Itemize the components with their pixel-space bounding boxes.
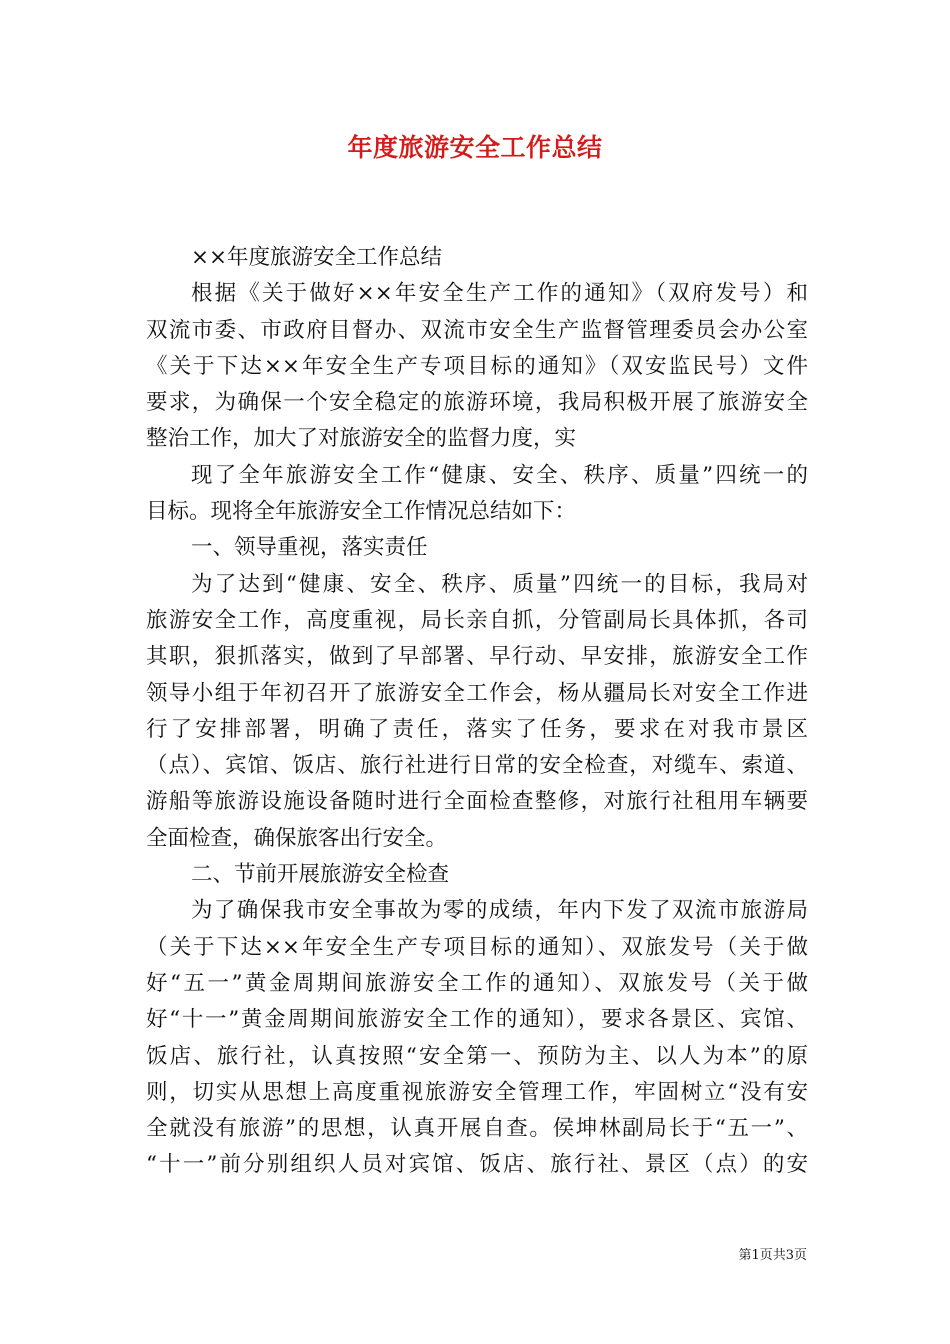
page-number: 第1页共3页 xyxy=(738,1248,807,1263)
body-text-line: 为了达到“健康、安全、秩序、质量”四统一的目标，我局对 xyxy=(191,571,808,597)
body-text-line: 双流市委、市政府目督办、双流市安全生产监督管理委员会办公室 xyxy=(146,317,808,343)
body-text-line: 其职，狠抓落实，做到了早部署、早行动、早安排，旅游安全工作 xyxy=(146,644,808,670)
body-text-line: 好“五一”黄金周期间旅游安全工作的通知）、双旅发号（关于做 xyxy=(146,970,808,996)
body-text-line: 《关于下达××年安全生产专项目标的通知》（双安监民号）文件 xyxy=(146,353,808,379)
body-text-line: 全就没有旅游”的思想，认真开展自查。侯坤林副局长于“五一”、 xyxy=(146,1116,808,1142)
body-text-line: 一、领导重视，落实责任 xyxy=(191,535,428,561)
body-text-line: 为了确保我市安全事故为零的成绩，年内下发了双流市旅游局 xyxy=(191,898,808,924)
body-text-line: 则，切实从思想上高度重视旅游安全管理工作，牢固树立“没有安 xyxy=(146,1079,808,1105)
body-text-line: 现了全年旅游安全工作“健康、安全、秩序、质量”四统一的 xyxy=(191,462,808,488)
body-text-line: （点）、宾馆、饭店、旅行社进行日常的安全检查，对缆车、索道、 xyxy=(146,753,808,779)
body-text-line: 目标。现将全年旅游安全工作情况总结如下： xyxy=(146,499,577,525)
body-text-line: 根据《关于做好××年安全生产工作的通知》（双府发号）和 xyxy=(191,281,808,307)
body-text-line: 旅游安全工作，高度重视，局长亲自抓，分管副局长具体抓，各司 xyxy=(146,607,808,633)
body-text-line: 行了安排部署，明确了责任，落实了任务，要求在对我市景区 xyxy=(146,716,808,742)
body-text-line: （关于下达××年安全生产专项目标的通知）、双旅发号（关于做 xyxy=(146,934,808,960)
body-text-line: 游船等旅游设施设备随时进行全面检查整修，对旅行社租用车辆要 xyxy=(146,789,808,815)
body-text-line: 饭店、旅行社，认真按照“安全第一、预防为主、以人为本”的原 xyxy=(146,1043,808,1069)
body-text-line: 全面检查，确保旅客出行安全。 xyxy=(146,825,448,851)
body-text-line: 整治工作，加大了对旅游安全的监督力度，实 xyxy=(146,426,577,452)
page-title: 年度旅游安全工作总结 xyxy=(347,133,603,162)
body-text-line: 好“十一”黄金周期间旅游安全工作的通知），要求各景区、宾馆、 xyxy=(146,1007,808,1033)
document-body xyxy=(146,240,808,1184)
body-text-line: ××年度旅游安全工作总结 xyxy=(191,245,443,270)
body-text-line: 二、节前开展旅游安全检查 xyxy=(191,862,450,888)
body-text-line: “十一”前分别组织人员对宾馆、饭店、旅行社、景区（点）的安 xyxy=(146,1152,808,1178)
body-text-line: 领导小组于年初召开了旅游安全工作会，杨从疆局长对安全工作进 xyxy=(146,680,808,706)
body-text-line: 要求，为确保一个安全稳定的旅游环境，我局积极开展了旅游安全 xyxy=(146,390,808,416)
